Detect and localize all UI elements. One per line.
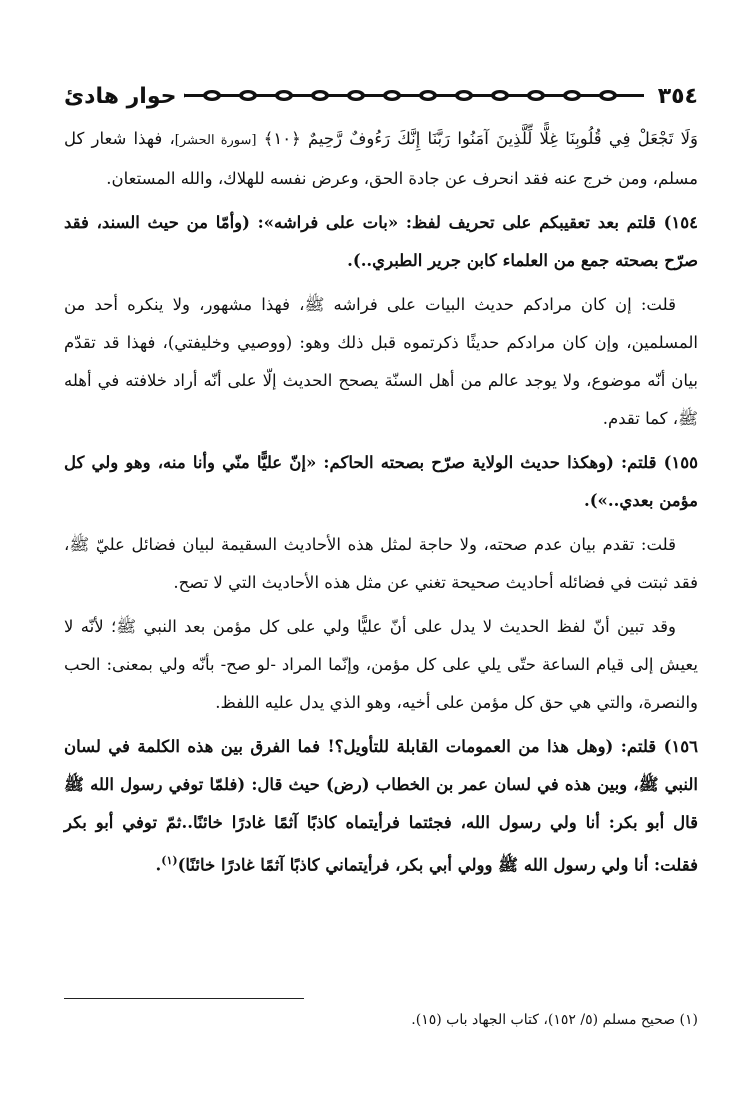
page-header: [64, 78, 698, 114]
quote-156: [64, 728, 698, 885]
reply-155-a: قلت: تقدم بيان عدم صحته، ولا حاجة لمثل هذه الأحاديث السقيمة لبيان فضائل عليّ ﷺ، فقد ثبتت في فضائله أحاديث صحيحة تغني عن مثل هذه الأحاديث التي لا تصح.: [64, 535, 698, 592]
reply-154: قلت: إن كان مرادكم حديث البيات على فراشه ﷺ، فهذا مشهور، ولا ينكره أحد من المسلمين، وإن كان مرادكم حديثًا ذكرتموه قبل ذلك وهو: (ووصيي وخليفتي)، فهذا قد تقدّم بيان أنّه موضوع، ولا يوجد عالم من أهل السنّة يصحح الحديث إلّا على أنّه أراد خلافته في أهله ﷺ، كما تقدم.: [64, 295, 698, 428]
header-ornament: [184, 89, 643, 103]
surah-reference: [سورة الحشر]: [174, 133, 257, 148]
quote-156-end: .: [155, 855, 162, 875]
quote-154: ١٥٤) قلتم بعد تعقيبكم على تحريف لفظ: «بات على فراشه»: (وأمّا من حيث السند، فقد صرّح بصحته جمع من العلماء كابن جرير الطبري..).: [64, 213, 698, 270]
footnote-separator: [64, 998, 304, 999]
quran-verse: وَلَا تَجْعَلْ فِي قُلُوبِنَا غِلًّا لِّلَّذِينَ آمَنُوا رَبَّنَا إِنَّكَ رَءُوفٌ رَّحِيمٌ ﴿١٠﴾: [263, 129, 698, 148]
page-number: ٣٥٤: [657, 83, 698, 109]
intro-paragraph: [64, 120, 698, 198]
footnote-marker: (١): [161, 854, 178, 867]
quote-156-text: ١٥٦) قلتم: (وهل هذا من العمومات القابلة للتأويل؟! فما الفرق بين هذه الكلمة في لسان النبي ﷺ، وبين هذه في لسان عمر بن الخطاب (رض) حيث قال: (فلمّا توفي رسول الله ﷺ قال أبو بكر: أنا ولي رسول الله، فجئتما فرأيتماه كاذبًا آثمًا غادرًا خائنًا..ثمّ توفي أبو بكر فقلت: أنا ولي رسول الله ﷺ وولي أبي بكر، فرأيتماني كاذبًا آثمًا غادرًا خائنًا): [64, 737, 698, 875]
intro-text: ، فهذا شعار كل مسلم، ومن خرج عنه فقد انحرف عن جادة الحق، وعرض نفسه للهلاك، والله المستعان.: [64, 129, 698, 188]
page-body: [64, 78, 698, 891]
footnote: (١) صحيح مسلم (٥/ ١٥٢)، كتاب الجهاد باب (١٥).: [411, 1012, 698, 1028]
reply-155-b: وقد تبين أنّ لفظ الحديث لا يدل على أنّ عليًّا ولي على كل مؤمن بعد النبي ﷺ؛ لأنّه لا يعيش إلى قيام الساعة حتّى يلي على كل مؤمن، وإنّما المراد -لو صح- بأنّه ولي بمعنى: الحب والنصرة، والتي هي حق كل مؤمن على أخيه، وهو الذي يدل عليه اللفظ.: [64, 617, 698, 712]
quote-155: ١٥٥) قلتم: (وهكذا حديث الولاية صرّح بصحته الحاكم: «إنّ عليًّا منّي وأنا منه، وهو ولي كل مؤمن بعدي..»).: [64, 453, 698, 510]
book-title: حوار هادئ: [64, 83, 177, 109]
ornament-chain-icon: [184, 89, 643, 103]
